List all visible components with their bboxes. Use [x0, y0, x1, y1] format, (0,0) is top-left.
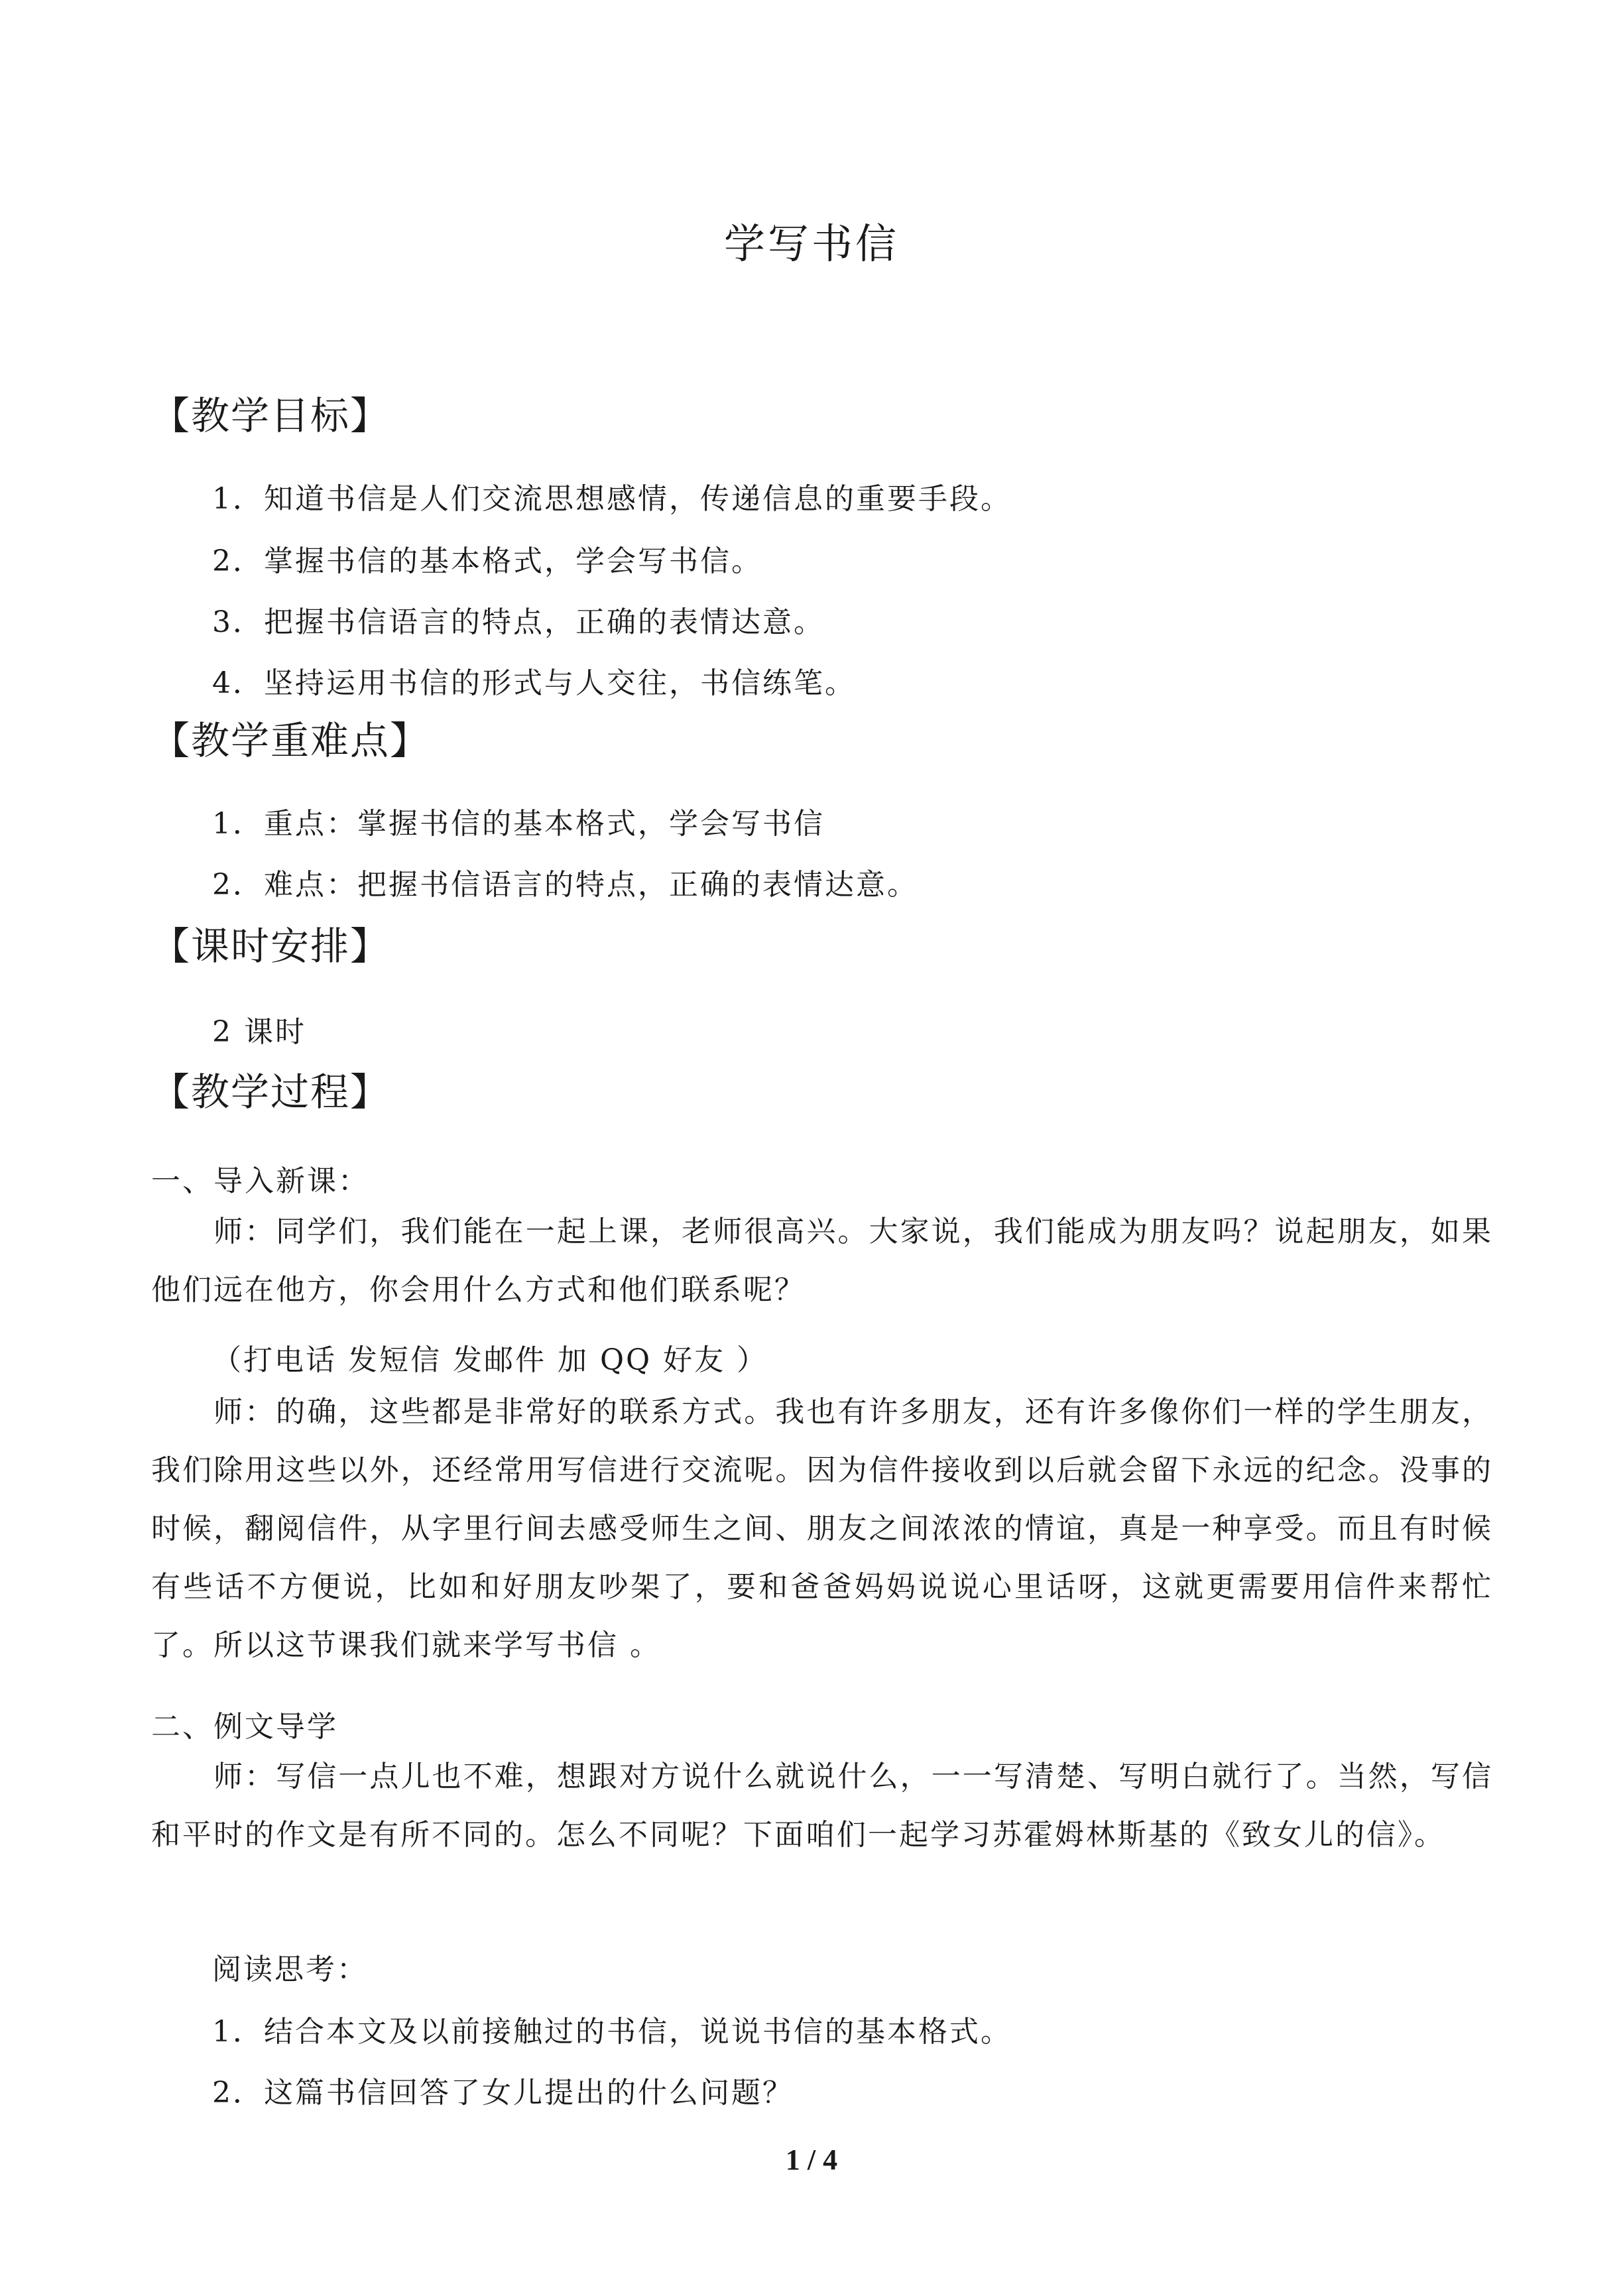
part2-paragraph-1: 师：写信一点儿也不难，想跟对方说什么就说什么，一一写清楚、写明白就行了。当然，写信和平时的作文是有所不同的。怎么不同呢？下面咱们一起学习苏霍姆林斯基的《致女儿的信》。: [151, 1760, 1493, 1852]
part1-paragraph-2: 师：的确，这些都是非常好的联系方式。我也有许多朋友，还有许多像你们一样的学生朋友，我们除用这些以外，还经常用写信进行交流呢。因为信件接收到以后就会留下永远的纪念。没事的时候，翻阅信件，从字里行间去感受师生之间、朋友之间浓浓的情谊，真是一种享受。而且有时候有些话不方便说，比如和好朋友吵架了，要和爸爸妈妈说说心里话呀，这就更需要用信件来帮忙了。所以这节课我们就来学写书信 。: [151, 1395, 1493, 1662]
reading-label: 阅读思考：: [212, 1953, 368, 1986]
page-number: 1 / 4: [785, 2144, 838, 2176]
page-title: 学写书信: [723, 219, 899, 268]
key-point-item-2: 2．难点：把握书信语言的特点，正确的表情达意。: [212, 868, 918, 902]
heading-process: 【教学过程】: [151, 1069, 391, 1115]
heading-key-points: 【教学重难点】: [151, 718, 430, 763]
heading-objectives: 【教学目标】: [151, 393, 391, 438]
question-item-1: 1．结合本文及以前接触过的书信，说说书信的基本格式。: [212, 2015, 1012, 2049]
part2-title: 二、例文导学: [151, 1710, 338, 1744]
objective-item-4: 4．坚持运用书信的形式与人交往，书信练笔。: [212, 666, 856, 700]
key-point-item-1: 1．重点：掌握书信的基本格式，学会写书信: [212, 807, 825, 841]
part1-note: （打电话 发短信 发邮件 加 QQ 好友 ）: [212, 1343, 768, 1377]
part1-title: 一、导入新课：: [151, 1164, 369, 1198]
heading-schedule: 【课时安排】: [151, 924, 391, 969]
objective-item-1: 1．知道书信是人们交流思想感情，传递信息的重要手段。: [212, 482, 1012, 516]
objective-item-3: 3．把握书信语言的特点，正确的表情达意。: [212, 605, 825, 639]
question-item-2: 2．这篇书信回答了女儿提出的什么问题？: [212, 2076, 794, 2110]
part1-paragraph-1: 师：同学们，我们能在一起上课，老师很高兴。大家说，我们能成为朋友吗？说起朋友，如果他们远在他方，你会用什么方式和他们联系呢？: [151, 1215, 1493, 1307]
schedule-text: 2 课时: [212, 1015, 306, 1049]
objective-item-2: 2．掌握书信的基本格式，学会写书信。: [212, 544, 762, 578]
